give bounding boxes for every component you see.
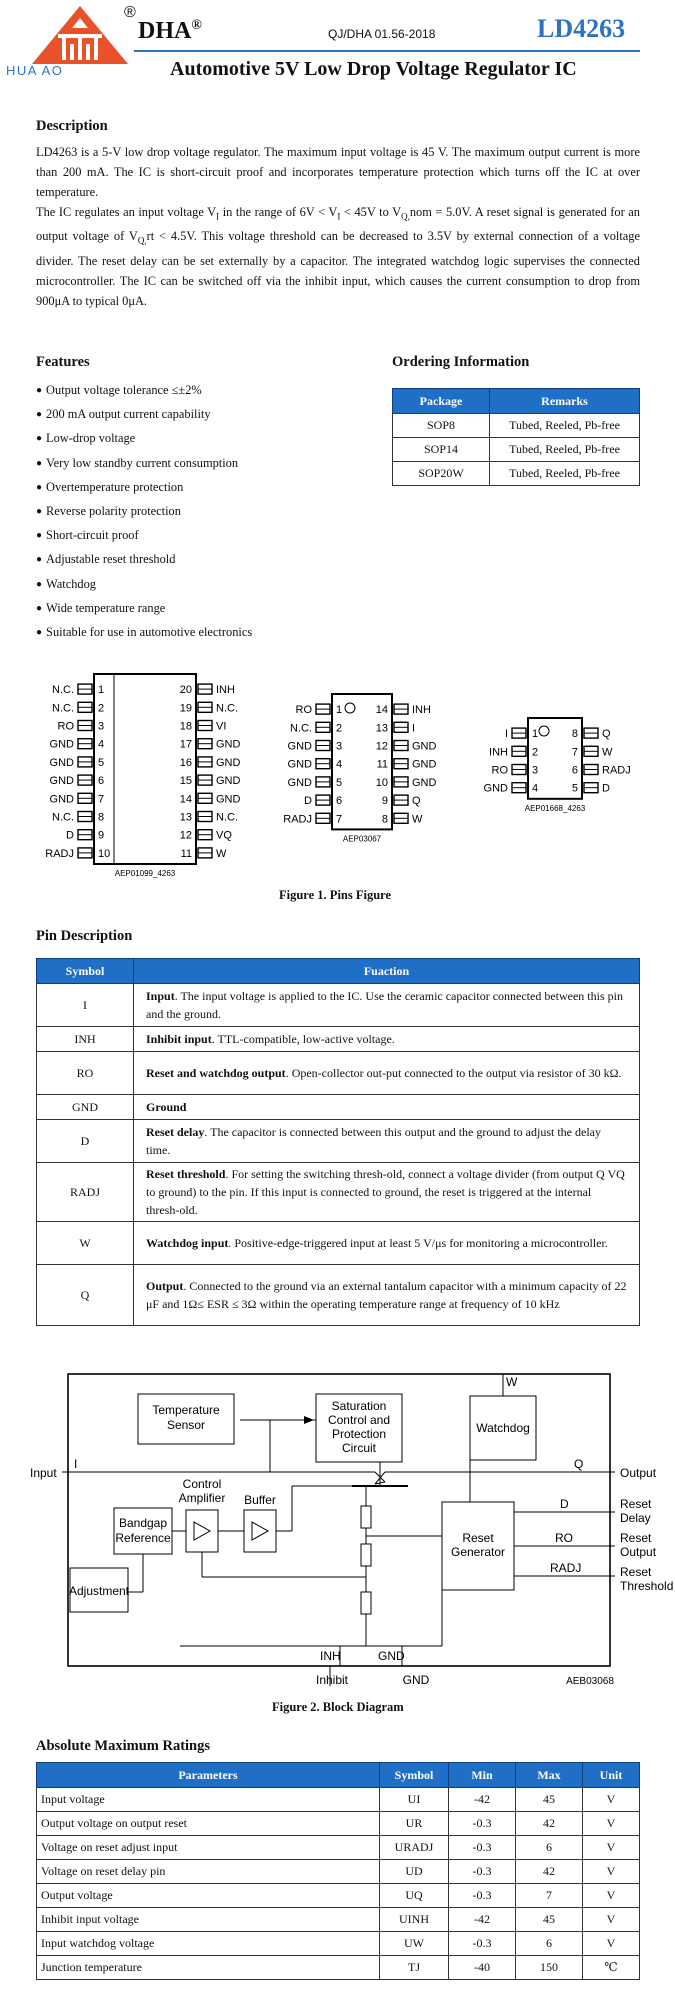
sop14-right-pin-number: 9 — [381, 795, 388, 808]
abs-max-heading: Absolute Maximum Ratings — [36, 1738, 211, 1754]
abs-row — [37, 1884, 640, 1908]
abs-min-cell: -40 — [449, 1956, 516, 1980]
company-logo — [28, 4, 132, 66]
pin-function-text: . Open-collector out-put connected to the output via resistor of 30 kΩ. — [285, 1066, 622, 1080]
sop20-right-pin-label: GND — [216, 738, 241, 751]
feature-item: ● Reverse polarity protection — [36, 499, 252, 523]
feature-item: ● 200 mA output current capability — [36, 402, 252, 426]
sop14-left-pin-number: 3 — [336, 740, 343, 753]
pin-function-title: Inhibit input — [146, 1032, 212, 1046]
sop20-left-pin-number: 5 — [98, 756, 105, 769]
sop20-right-pin-label: GND — [216, 756, 241, 769]
bandgap-label-1: Bandgap — [118, 1516, 168, 1530]
sop20-left-pin-label: N.C. — [52, 702, 74, 715]
pin-function-text: . The capacitor is connected between this output and the ground to adjust the delay time. — [146, 1125, 601, 1157]
abs-param-cell: Voltage on reset delay pin — [37, 1860, 380, 1884]
registered-mark: ® — [124, 4, 136, 21]
abs-row — [37, 1908, 640, 1932]
ordering-heading: Ordering Information — [392, 354, 530, 370]
sop8-right-pin-label: RADJ — [602, 764, 631, 777]
feature-item: ● Adjustable reset threshold — [36, 547, 252, 571]
buffer-block — [244, 1510, 276, 1552]
sop20-left-pin-number: 1 — [98, 684, 105, 697]
sop14-left-pin-label: GND — [287, 776, 312, 789]
sop14-right-pin-number: 14 — [375, 704, 388, 717]
gnd-pin-label: GND — [378, 1649, 405, 1663]
ordering-table — [392, 388, 640, 486]
pin-symbol-cell: INH — [37, 1027, 134, 1052]
sop20-left-pin-label: RO — [57, 720, 74, 733]
sop14-right-pin-label: GND — [412, 758, 437, 771]
sop20-right-pin-number: 18 — [179, 720, 192, 733]
abs-unit-cell: V — [583, 1932, 640, 1956]
sop20-left-pin-number: 6 — [98, 775, 105, 788]
sop14-right-pin-number: 12 — [375, 740, 388, 753]
sop20-right-pin-label: VI — [216, 720, 227, 733]
pin-row — [37, 1163, 640, 1222]
pin-function-cell — [134, 1222, 640, 1265]
sop14-left-pin-number: 2 — [336, 722, 343, 735]
pin-function-title: Ground — [146, 1100, 187, 1114]
ordering-header-package: Package — [393, 389, 490, 414]
standard-number: QJ/DHA 01.56-2018 — [328, 27, 436, 41]
feature-item: ● Output voltage tolerance ≤±2% — [36, 378, 252, 402]
description-paragraph-1: LD4263 is a 5-V low drop voltage regulator. The maximum input voltage is 45 V. The maximum output current is more than 200 mA. The IC is short-circuit proof and incorporates temperature protection which turns off the IC at over temperature. — [36, 145, 640, 199]
pin-symbol-cell: D — [37, 1120, 134, 1163]
abs-max-cell: 150 — [516, 1956, 583, 1980]
saturation-label-2: Control and — [327, 1413, 391, 1427]
abs-param-cell: Inhibit input voltage — [37, 1908, 380, 1932]
inh-pin-label: INH — [320, 1649, 341, 1663]
abs-row — [37, 1788, 640, 1812]
sop14-left-pin-label: N.C. — [290, 722, 312, 735]
sop14-right-pin-label: Q — [412, 795, 421, 808]
pin-row — [37, 1120, 640, 1163]
pin-symbol-cell: RADJ — [37, 1163, 134, 1222]
sop20-left-pin-number: 8 — [98, 811, 105, 824]
abs-symbol-cell: TJ — [380, 1956, 449, 1980]
sop20-right-pin-number: 17 — [179, 738, 192, 751]
abs-header-parameters: Parameters — [37, 1763, 380, 1788]
abs-symbol-cell: UD — [380, 1860, 449, 1884]
pin-function-title: Reset threshold — [146, 1167, 226, 1181]
pin-description-table — [36, 958, 640, 1326]
radj-pin-label: RADJ — [550, 1561, 582, 1575]
pin-function-title: Output — [146, 1279, 184, 1293]
brand-name: DHA® — [138, 18, 202, 44]
sop20-left-pin-number: 9 — [98, 829, 105, 842]
inhibit-label: Inhibit — [315, 1673, 349, 1687]
saturation-label-3: Protection — [331, 1427, 387, 1441]
pin-function-title: Watchdog input — [146, 1236, 229, 1250]
abs-max-cell: 45 — [516, 1908, 583, 1932]
pin-header-function: Fuaction — [134, 959, 640, 984]
sop14-left-pin-label: D — [304, 795, 312, 808]
sop8-left-pin-number: 1 — [532, 728, 539, 741]
pin-function-cell — [134, 1120, 640, 1163]
saturation-label-1: Saturation — [331, 1399, 387, 1413]
abs-unit-cell: V — [583, 1860, 640, 1884]
abs-param-cell: Output voltage on output reset — [37, 1812, 380, 1836]
abs-header-min: Min — [449, 1763, 516, 1788]
sop8-code: AEP01668_4263 — [524, 803, 586, 813]
feature-item: ● Short-circuit proof — [36, 523, 252, 547]
sop14-right-pin-number: 13 — [375, 722, 388, 735]
sop20-right-pin-label: VQ — [216, 829, 232, 842]
abs-param-cell: Output voltage — [37, 1884, 380, 1908]
sop20-right-pin-label: N.C. — [216, 811, 238, 824]
i-pin-label: I — [74, 1457, 78, 1471]
reset-gen-label-2: Generator — [450, 1545, 506, 1559]
sop14-right-pin-label: GND — [412, 740, 437, 753]
abs-unit-cell: V — [583, 1812, 640, 1836]
abs-row — [37, 1836, 640, 1860]
sop20-right-pin-number: 15 — [179, 775, 192, 788]
sop14-right-pin-number: 8 — [381, 813, 388, 826]
abs-max-cell: 6 — [516, 1932, 583, 1956]
temperature-sensor-label-2: Sensor — [166, 1418, 206, 1432]
sop20-right-pin-number: 12 — [179, 829, 192, 842]
adjustment-label: Adjustment — [68, 1584, 130, 1598]
feature-item: ● Wide temperature range — [36, 596, 252, 620]
feature-item: ● Suitable for use in automotive electronics — [36, 620, 252, 644]
sop20-left-pin-label: D — [66, 829, 74, 842]
abs-header-max: Max — [516, 1763, 583, 1788]
pin-function-cell — [134, 1265, 640, 1326]
pin-function-text: . Positive-edge-triggered input at least 5 V/μs for monitoring a microcontroller. — [228, 1236, 608, 1250]
abs-max-cell: 42 — [516, 1812, 583, 1836]
pin-description-heading: Pin Description — [36, 928, 133, 944]
ordering-header-remarks: Remarks — [490, 389, 640, 414]
sop8-left-pin-label: GND — [483, 782, 508, 795]
sop20-left-pin-label: GND — [49, 756, 74, 769]
pin-symbol-cell: RO — [37, 1052, 134, 1095]
pin-symbol-cell: GND — [37, 1095, 134, 1120]
abs-row — [37, 1956, 640, 1980]
pin-row — [37, 1027, 640, 1052]
abs-header-symbol: Symbol — [380, 1763, 449, 1788]
reset-threshold-label-1: Reset — [620, 1565, 652, 1579]
abs-unit-cell: V — [583, 1788, 640, 1812]
abs-param-cell: Input watchdog voltage — [37, 1932, 380, 1956]
figure-2-caption: Figure 2. Block Diagram — [272, 1700, 404, 1714]
description-paragraph-2: The IC regulates an input voltage $V_I$ in the range of $6V < V_I < 45V$ to $V_{Q,}nom = 5.0V$. A reset signal is generated for an output voltage of $V_{Q,}rt < 4.5V$. This voltage threshold can be decreased to 3.5V by external connection of a voltage divider. The reset delay can be set externally by a capacitor. The integrated watchdog logic supervises the connected microcontroller. The IC can be switched off via the inhibit input, which causes the current consumption to drop from 900μA to typical 0μA. — [36, 205, 640, 308]
absolute-maximum-ratings-table — [36, 1762, 640, 1980]
sop8-pin1-marker — [539, 726, 549, 736]
ordering-row — [393, 414, 640, 438]
sop20-right-pin-number: 14 — [179, 793, 192, 806]
sop8-right-pin-number: 7 — [571, 746, 578, 759]
sop20-right-pin-number: 13 — [179, 811, 192, 824]
temperature-sensor-label-1: Temperature — [152, 1403, 220, 1417]
sop20-right-pin-number: 11 — [180, 847, 192, 860]
abs-param-cell: Junction temperature — [37, 1956, 380, 1980]
sop14-right-pin-label: GND — [412, 776, 437, 789]
pin-function-title: Reset delay — [146, 1125, 205, 1139]
ordering-row — [393, 462, 640, 486]
sop14-left-pin-label: RADJ — [283, 813, 312, 826]
sop8-left-pin-number: 4 — [532, 782, 539, 795]
sop8-right-pin-number: 6 — [571, 764, 578, 777]
sop14-left-pin-number: 6 — [336, 795, 343, 808]
abs-max-cell: 7 — [516, 1884, 583, 1908]
pin-row — [37, 1222, 640, 1265]
pin-row — [37, 1265, 640, 1326]
control-amplifier-block — [186, 1510, 218, 1552]
sop14-left-pin-number: 1 — [336, 704, 343, 717]
control-amp-label-2: Amplifier — [178, 1491, 226, 1505]
sop20-left-pin-label: GND — [49, 775, 74, 788]
figure-1-caption: Figure 1. Pins Figure — [279, 888, 392, 902]
sop8-left-pin-label: RO — [491, 764, 508, 777]
abs-symbol-cell: UR — [380, 1812, 449, 1836]
sop20-right-pin-label: INH — [216, 684, 235, 697]
sop20-left-pin-number: 2 — [98, 702, 105, 715]
reset-delay-label-1: Reset — [620, 1497, 652, 1511]
abs-unit-cell: V — [583, 1908, 640, 1932]
sop8-left-pin-number: 3 — [532, 764, 539, 777]
abs-min-cell: -0.3 — [449, 1812, 516, 1836]
sop20-left-pin-number: 4 — [98, 738, 105, 751]
pin-symbol-cell: I — [37, 984, 134, 1027]
block-diagram — [30, 1372, 674, 1692]
abs-param-cell: Voltage on reset adjust input — [37, 1836, 380, 1860]
sop14-left-pin-label: RO — [295, 704, 312, 717]
sop14-right-pin-number: 10 — [375, 776, 388, 789]
sop20-left-pin-label: N.C. — [52, 811, 74, 824]
ordering-package-cell: SOP20W — [393, 462, 490, 486]
pin-function-cell — [134, 1095, 640, 1120]
logo-text: HUA AO — [6, 63, 64, 78]
abs-min-cell: -42 — [449, 1908, 516, 1932]
pin-function-text: . The input voltage is applied to the IC. Use the ceramic capacitor connected between this pin and the ground. — [146, 989, 623, 1021]
features-list — [36, 378, 252, 644]
sop14-right-pin-label: I — [412, 722, 416, 735]
sop14-code: AEP03067 — [342, 834, 382, 844]
abs-min-cell: -0.3 — [449, 1932, 516, 1956]
sop14-left-pin-number: 7 — [336, 813, 343, 826]
pin-function-cell — [134, 1052, 640, 1095]
ordering-row — [393, 438, 640, 462]
feature-item: ● Overtemperature protection — [36, 475, 252, 499]
abs-symbol-cell: UINH — [380, 1908, 449, 1932]
sop20-left-pin-label: GND — [49, 738, 74, 751]
pin-function-title: Reset and watchdog output — [146, 1066, 286, 1080]
sop8-left-pin-number: 2 — [532, 746, 539, 759]
bandgap-label-2: Reference — [115, 1531, 171, 1545]
pins-figure — [30, 668, 650, 878]
sop8-right-pin-label: Q — [602, 728, 611, 741]
sop14-right-pin-label: INH — [412, 704, 431, 717]
sop20-left-pin-label: N.C. — [52, 684, 74, 697]
pin-symbol-cell: Q — [37, 1265, 134, 1326]
buffer-label: Buffer — [244, 1493, 276, 1507]
abs-unit-cell: ℃ — [583, 1956, 640, 1980]
reset-delay-label-2: Delay — [620, 1511, 651, 1525]
sop14-left-pin-label: GND — [287, 758, 312, 771]
abs-unit-cell: V — [583, 1836, 640, 1860]
control-amp-label-1: Control — [182, 1477, 222, 1491]
sop8-left-pin-label: I — [504, 728, 508, 741]
sop14-pin1-marker — [345, 703, 355, 713]
ro-pin-label: RO — [555, 1531, 573, 1545]
sop14-left-pin-label: GND — [287, 740, 312, 753]
ordering-remarks-cell: Tubed, Reeled, Pb-free — [490, 438, 640, 462]
sop20-right-pin-label: GND — [216, 793, 241, 806]
watchdog-label: Watchdog — [476, 1421, 530, 1435]
abs-row — [37, 1860, 640, 1884]
abs-row — [37, 1812, 640, 1836]
abs-symbol-cell: UW — [380, 1932, 449, 1956]
input-label: Input — [30, 1466, 57, 1480]
d-pin-label: D — [560, 1497, 569, 1511]
pin-function-text: . For setting the switching thresh-old, connect a voltage divider (from output Q VQ to ground) to the pin. If this input is connected to ground, the reset is triggered at the internal thresh-old. — [146, 1167, 625, 1217]
sop20-code: AEP01099_4263 — [114, 869, 176, 878]
abs-min-cell: -0.3 — [449, 1836, 516, 1860]
sop14-right-pin-number: 11 — [376, 758, 388, 771]
feature-item: ● Watchdog — [36, 572, 252, 596]
reset-output-label-2: Output — [620, 1545, 657, 1559]
abs-min-cell: -0.3 — [449, 1884, 516, 1908]
sop20-left-pin-label: RADJ — [45, 847, 74, 860]
reset-output-label-1: Reset — [620, 1531, 652, 1545]
ordering-remarks-cell: Tubed, Reeled, Pb-free — [490, 462, 640, 486]
pin-function-cell — [134, 1163, 640, 1222]
abs-header-unit: Unit — [583, 1763, 640, 1788]
ordering-package-cell: SOP8 — [393, 414, 490, 438]
abs-unit-cell: V — [583, 1884, 640, 1908]
abs-max-cell: 6 — [516, 1836, 583, 1860]
abs-min-cell: -42 — [449, 1788, 516, 1812]
pin-row — [37, 1095, 640, 1120]
sop8-right-pin-label: D — [602, 782, 610, 795]
pin-function-title: Input — [146, 989, 175, 1003]
sop20-left-pin-number: 3 — [98, 720, 105, 733]
abs-max-cell: 45 — [516, 1788, 583, 1812]
sop20-right-pin-label: N.C. — [216, 702, 238, 715]
sop8-left-pin-label: INH — [489, 746, 508, 759]
feature-item: ● Very low standby current consumption — [36, 451, 252, 475]
block-diagram-code: AEB03068 — [566, 1676, 614, 1687]
document-title: Automotive 5V Low Drop Voltage Regulator IC — [170, 58, 577, 80]
abs-symbol-cell: URADJ — [380, 1836, 449, 1860]
sop20-left-pin-label: GND — [49, 793, 74, 806]
saturation-label-4: Circuit — [341, 1441, 377, 1455]
ordering-package-cell: SOP14 — [393, 438, 490, 462]
pin-function-text: . TTL-compatible, low-active voltage. — [211, 1032, 395, 1046]
abs-row — [37, 1932, 640, 1956]
header-rule — [134, 50, 640, 52]
sop14-right-pin-label: W — [412, 813, 423, 826]
sop14-left-pin-number: 4 — [336, 758, 343, 771]
abs-min-cell: -0.3 — [449, 1860, 516, 1884]
pin-function-text: . Connected to the ground via an external tantalum capacitor with a minimum capacity of 22 μF and 1Ω≤ ESR ≤ 3Ω within the operating temperature range at frequency of 10 kHz — [146, 1279, 627, 1311]
sop20-right-pin-label: W — [216, 847, 227, 860]
pin-row — [37, 984, 640, 1027]
abs-param-cell: Input voltage — [37, 1788, 380, 1812]
abs-symbol-cell: UQ — [380, 1884, 449, 1908]
sop20-right-pin-number: 16 — [179, 756, 192, 769]
pin-symbol-cell: W — [37, 1222, 134, 1265]
pin-function-cell — [134, 1027, 640, 1052]
feature-item: ● Low-drop voltage — [36, 426, 252, 450]
pin-row — [37, 1052, 640, 1095]
ordering-remarks-cell: Tubed, Reeled, Pb-free — [490, 414, 640, 438]
description-heading: Description — [36, 118, 108, 134]
sop20-right-pin-number: 19 — [179, 702, 192, 715]
reset-threshold-label-2: Threshold — [620, 1579, 674, 1593]
sop8-right-pin-number: 5 — [571, 782, 578, 795]
sop14-left-pin-number: 5 — [336, 776, 343, 789]
sop20-left-pin-number: 10 — [98, 847, 111, 860]
reset-gen-label-1: Reset — [462, 1531, 494, 1545]
sop20-right-pin-number: 20 — [179, 684, 192, 697]
pin-function-cell — [134, 984, 640, 1027]
abs-max-cell: 42 — [516, 1860, 583, 1884]
sop20-left-pin-number: 7 — [98, 793, 105, 806]
output-label: Output — [620, 1466, 657, 1480]
sop20-right-pin-label: GND — [216, 775, 241, 788]
sop8-right-pin-label: W — [602, 746, 613, 759]
abs-symbol-cell: UI — [380, 1788, 449, 1812]
part-number: LD4263 — [537, 14, 626, 43]
features-heading: Features — [36, 354, 90, 370]
gnd-label: GND — [402, 1673, 430, 1687]
sop8-right-pin-number: 8 — [571, 728, 578, 741]
pin-header-symbol: Symbol — [37, 959, 134, 984]
q-pin-label: Q — [574, 1457, 584, 1471]
w-pin-label: W — [506, 1375, 518, 1389]
